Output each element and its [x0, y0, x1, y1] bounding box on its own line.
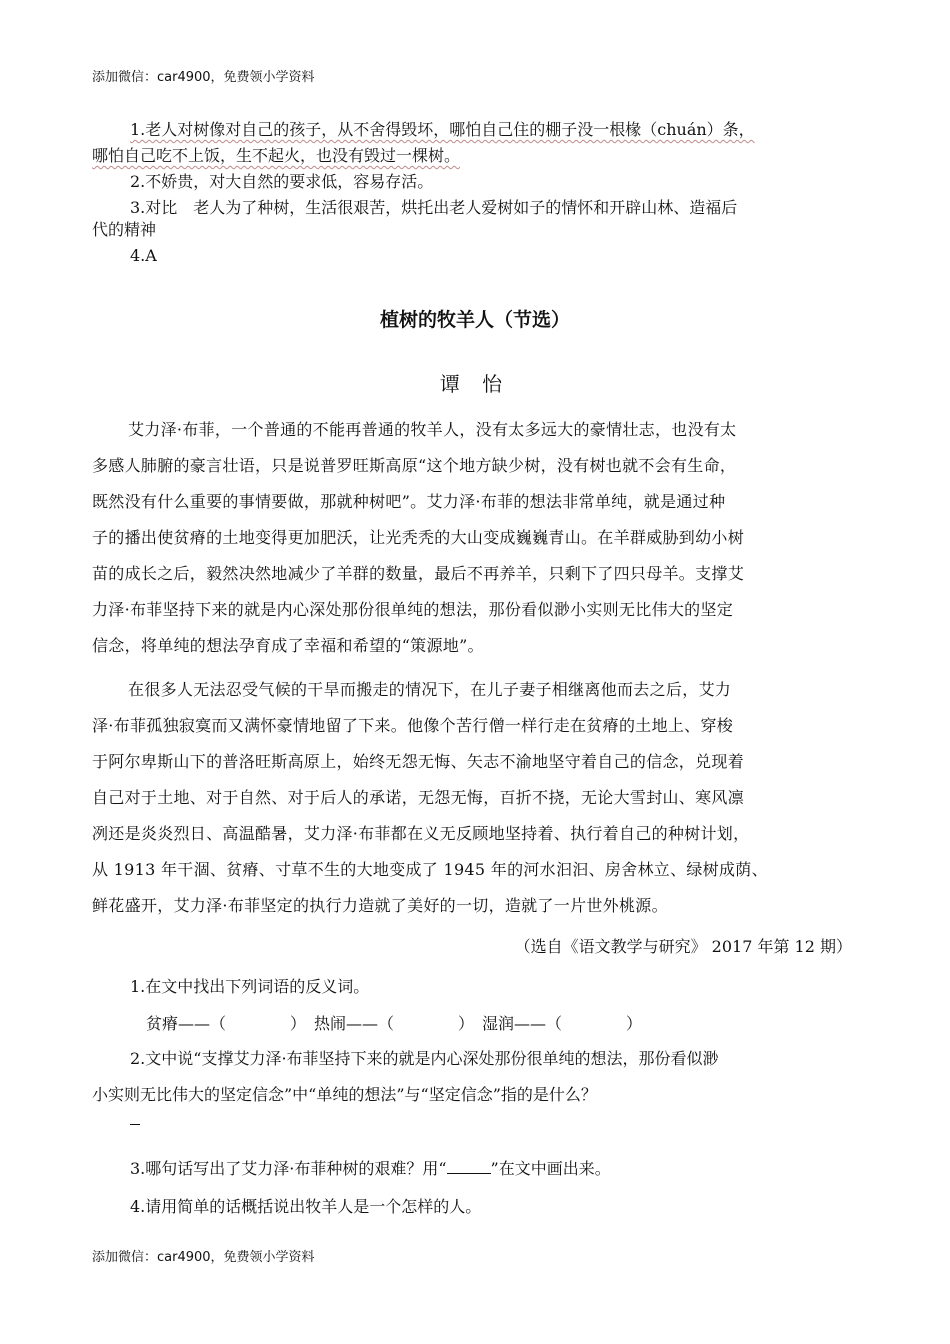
- paragraph-line: 艾力泽·布菲，一个普通的不能再普通的牧羊人，没有太多远大的豪情壮志，也没有太: [128, 420, 737, 439]
- paragraph-line: 于阿尔卑斯山下的普洛旺斯高原上，始终无怨无悔、矢志不渝地坚守着自己的信念，兑现着: [92, 752, 745, 771]
- paragraph-line: 从 1913 年干涸、贫瘠、寸草不生的大地变成了 1945 年的河水汩汩、房舍林立、绿树成荫、: [92, 860, 768, 879]
- answer-1-line-2: 哪怕自己吃不上饭，生不起火，也没有毁过一棵树。: [92, 146, 461, 165]
- article-source: （选自《语文教学与研究》 2017 年第 12 期）: [514, 937, 852, 956]
- underline-blank: [447, 1159, 491, 1174]
- question-2-line-2: 小实则无比伟大的坚定信念”中“单纯的想法”与“坚定信念”指的是什么？: [92, 1085, 597, 1104]
- article-author: 谭 怡: [439, 372, 511, 396]
- question-1: 1.在文中找出下列词语的反义词。: [130, 977, 370, 996]
- paragraph-1: [92, 412, 877, 664]
- paragraph-line: 力泽·布菲坚持下来的就是内心深处那份很单纯的想法，那份看似渺小实则无比伟大的坚定: [92, 600, 734, 619]
- question-2-line-1: 2.文中说“支撑艾力泽·布菲坚持下来的就是内心深处那份很单纯的想法，那份看似渺: [130, 1049, 719, 1068]
- paragraph-2: [92, 672, 877, 924]
- paragraph-line: 自己对于土地、对于自然、对于后人的承诺，无怨无悔，百折不挠，无论大雪封山、寒风凛: [92, 788, 745, 807]
- answer-2: 2.不娇贵，对大自然的要求低，容易存活。: [130, 172, 434, 191]
- paragraph-line: 多感人肺腑的豪言壮语，只是说普罗旺斯高原“这个地方缺少树，没有树也就不会有生命，: [92, 456, 737, 475]
- answer-3-line-2: 代的精神: [92, 220, 157, 239]
- page-footer: 添加微信：car4900，免费领小学资料: [92, 1250, 315, 1265]
- page-header: 添加微信：car4900，免费领小学资料: [92, 70, 315, 85]
- paragraph-line: 子的播出使贫瘠的土地变得更加肥沃，让光秃秃的大山变成巍巍青山。在羊群威胁到幼小树: [92, 528, 745, 547]
- answer-line: [130, 1124, 140, 1125]
- answer-3-line-1: 3.对比 老人为了种树，生活很艰苦，烘托出老人爱树如子的情怀和开辟山林、造福后: [130, 198, 738, 217]
- question-4: 4.请用简单的话概括说出牧羊人是一个怎样的人。: [130, 1197, 482, 1216]
- article-title: 植树的牧羊人（节选）: [379, 309, 570, 331]
- paragraph-line: 既然没有什么重要的事情要做，那就种树吧”。艾力泽·布菲的想法非常单纯，就是通过种: [92, 492, 726, 511]
- paragraph-line: 冽还是炎炎烈日、高温酷暑，艾力泽·布菲都在义无反顾地坚持着、执行着自己的种树计划，: [92, 824, 750, 843]
- paragraph-line: 鲜花盛开，艾力泽·布菲坚定的执行力造就了美好的一切，造就了一片世外桃源。: [92, 896, 668, 915]
- paragraph-line: 信念，将单纯的想法孕育成了幸福和希望的“策源地”。: [92, 636, 484, 655]
- answer-1-line-1: 1.老人对树像对自己的孩子，从不舍得毁坏，哪怕自己住的棚子没一根椽（chuán）条，: [130, 120, 755, 139]
- paragraph-line: 在很多人无法忍受气候的干旱而搬走的情况下，在儿子妻子相继离他而去之后，艾力: [128, 680, 732, 699]
- paragraph-line: 泽·布菲孤独寂寞而又满怀豪情地留了下来。他像个苦行僧一样行走在贫瘠的土地上、穿梭: [92, 716, 734, 735]
- question-1-items: 贫瘠——（ ） 热闹——（ ） 湿润——（ ）: [146, 1014, 643, 1033]
- answer-4: 4.A: [130, 246, 157, 265]
- question-3: 3.哪句话写出了艾力泽·布菲种树的艰难？用“ ”在文中画出来。: [130, 1159, 611, 1178]
- paragraph-line: 苗的成长之后，毅然决然地减少了羊群的数量，最后不再养羊，只剩下了四只母羊。支撑艾: [92, 564, 745, 583]
